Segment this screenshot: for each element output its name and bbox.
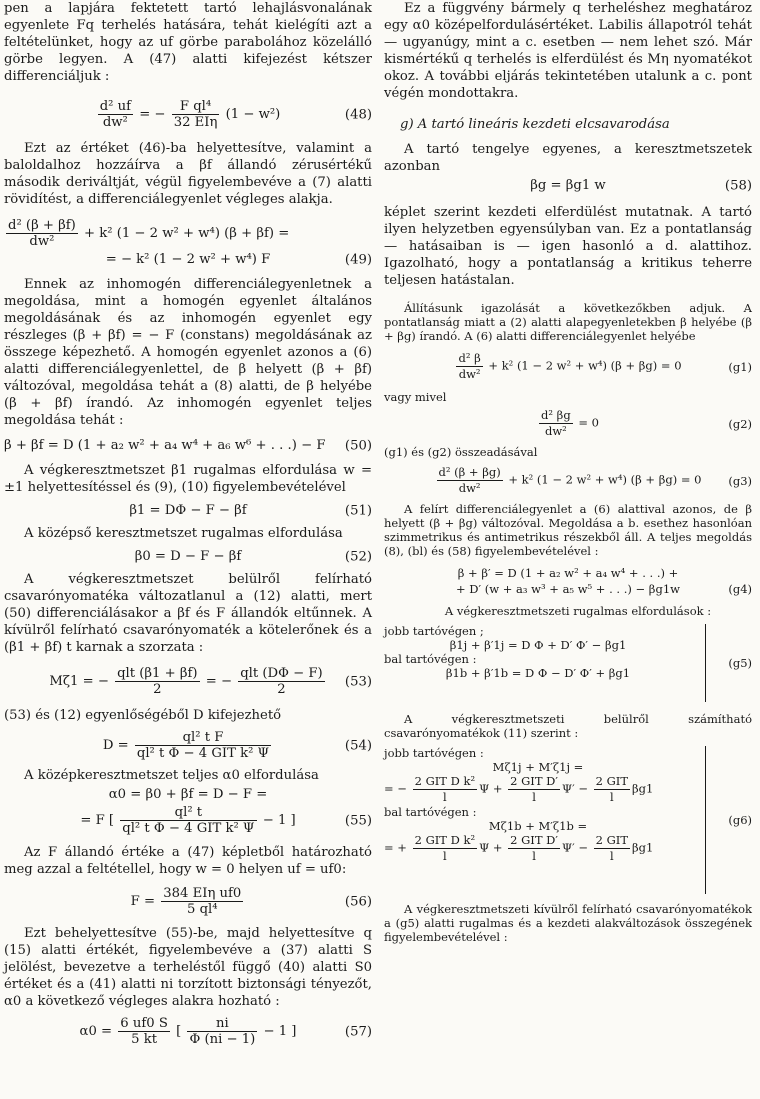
section-heading: g) A tartó lineáris kezdeti elcsavarodása <box>400 117 670 132</box>
equation-g5: jobb tartóvégen ; β1j + β′1j = D Φ + D′ Φ′ − βg1 bal tartóvégen : β1b + β′1b = D Φ − D′ Φ′ + βg1 (g5) <box>384 624 752 702</box>
equation-g6: jobb tartóvégen : Mζ1j + M′ζ1j = = − $\frac{\text{2 GIT D k²}}{l}$ Ψ + $\frac{\text{2 GIT D′}}{l}$ Ψ′ − $\frac{\text{2 GIT}}{l}$ βg1 bal tartóvégen : Mζ1b + M′ζ1b = = + $\frac{\text{2 GIT D k²}}{l}$ Ψ + $\frac{\text{2 GIT D′}}{l}$ Ψ′ − $\frac{\text{2 GIT}}{l}$ βg1 (g6) <box>384 746 752 894</box>
equation-55-line1: α0 = β0 + βf = D − F = <box>108 787 268 802</box>
paragraph: A végkeresztmetszet β1 rugalmas elfordulása w = ±1 helyettesítéssel és (9), (10) figyelembevételével <box>4 463 372 495</box>
paragraph-small: (g1) és (g2) összeadásával <box>384 445 538 459</box>
paragraph: A középső keresztmetszet rugalmas elfordulása <box>24 526 343 541</box>
left-column <box>4 0 372 1053</box>
equation-g4-line2: + D′ (w + a₃ w³ + a₅ w⁵ + . . .) − βg1w (g4) <box>456 582 752 596</box>
paragraph: A végkeresztmetszet belülről felírható csavarónyomatéka változatlanul a (12) alatti, mert (50) differenciálásakor a βf és F állandók eltűnnek. A kívülről felírható csavarónyomaték a kötelerőnek és a (β1 + βf) t karnak a szorzata : <box>4 572 372 655</box>
equation-g1: $\frac{\text{d² β}}{\text{dw²}}$ + k² (1 − 2 w² + w⁴) (β + βg) = 0 (g1) <box>458 351 752 381</box>
paragraph-small: A felírt differenciálegyenlet a (6) alattival azonos, de β helyett (β + βg) változóval. Megoldása a b. esethez hasonlóan szimmetrikus és antimetrikus részekből áll. A teljes megoldás (8), (bl) és (58) figyelembevételével : <box>384 502 752 558</box>
paragraph: pen a lapjára fektetett tartó lehajlásvonalának egyenlete Fq terhelés hatására, tehát kielégíti azt a feltételünket, hogy az uf görbe parabolához közelálló görbe legyen. A (47) alatti kifejezést kétszer differenciáljuk : <box>4 1 372 84</box>
equation-56: F = $\frac{\text{384 EIη uf0}}{\text{5 ql⁴}}$ (56) <box>130 886 372 917</box>
paragraph: Az F állandó értéke a (47) képletből határozható meg azzal a feltétellel, hogy w = 0 helyen uf = uf0: <box>4 845 372 877</box>
paragraph: (53) és (12) egyenlőségéből D kifejezhető <box>4 708 282 723</box>
paragraph: Ezt az értéket (46)-ba helyettesítve, valamint a baloldalhoz hozzáírva a βf állandó zérusértékű második deriváltját, végül figyelembevéve a (7) alatti rövidítést, a differenciálegyenlet végleges alakja. <box>4 141 372 207</box>
right-column <box>384 0 752 944</box>
equation-55-line2: = F [ $\frac{\text{ql² t}}{\text{ql² t Φ − 4 GIT k² Ψ}}$ − 1 ] (55) <box>80 805 372 836</box>
equation-58: βg = βg1 w (58) <box>530 178 752 193</box>
paragraph-small: Állításunk igazolását a következőkben adjuk. A pontatlanság miatt a (2) alatti alapegyenletekben β helyébe (β + βg) írandó. A (6) alatti differenciálegyenlet helyébe <box>384 301 752 343</box>
paragraph: Ezt behelyettesítve (55)-be, majd helyettesítve q (15) alatti értékét, figyelembevéve a (37) alatti S jelölést, bevezetve a terheléstől függő (40) alatti S0 értéket és a (41) alatti ni torzított biztonsági tényezőt, α0 a következő végleges alakra hozható : <box>4 926 372 1009</box>
paragraph: A tartó tengelye egyenes, a keresztmetszetek azonban <box>384 142 752 174</box>
paragraph-small: A végkeresztmetszeti rugalmas elfordulások : <box>444 604 712 618</box>
paragraph: képlet szerint kezdeti elferdülést mutatnak. A tartó ilyen helyzetben egyensúlyban van. Ez a pontatlanság — hatásaiban is — igen hasonló a d. alattihoz. Igazolható, hogy a pontatlanság a kritikus teherre teljesen hatástalan. <box>384 205 752 288</box>
equation-53: Mζ1 = − $\frac{\text{qlt (β1 + βf)}}{2}$ = − $\frac{\text{qlt (DΦ − F)}}{2}$ (53) <box>49 666 372 697</box>
equation-52: β0 = D − F − βf (52) <box>134 549 372 564</box>
equation-57: α0 = $\frac{6 uf0 S}{5 kt}$ [ $\frac{ni}{\Phi (ni - 1)}$ − 1 ] (57) <box>79 1016 372 1047</box>
equation-g2: $\frac{\text{d² βg}}{\text{dw²}}$ = 0 (g2) <box>541 408 752 438</box>
paragraph-small: vagy mivel <box>384 390 447 404</box>
equation-48: $\frac{\text{d² uf}}{\text{dw²}}$ = − $\frac{\text{F ql⁴}}{\text{32 EIη}}$ (1 − w²) (48) <box>99 99 372 130</box>
paragraph: A középkeresztmetszet teljes α0 elfordulása <box>24 768 319 783</box>
equation-54: D = $\frac{\text{ql² t F}}{\text{ql² t Φ − 4 GIT k² Ψ}}$ (54) <box>102 730 372 761</box>
paragraph: Ez a függvény bármely q terheléshez meghatároz egy α0 középelfordulásértéket. Labilis állapotról tehát — ugyanúgy, mint a c. esetben — nem lehet szó. Már kismértékű q terhelés is elferdülést és Mη nyomatékot okoz. A további eljárás tekintetében utalunk a c. pont végén mondottakra. <box>384 1 752 101</box>
equation-51: β1 = DΦ − F − βf (51) <box>129 503 372 518</box>
paragraph-small: A végkeresztmetszeti kívülről felírható csavarónyomatékok a (g5) alatti rugalmas és a kezdeti alakváltozások összegének figyelembevételével : <box>384 902 752 944</box>
equation-49-line1: $\frac{\text{d² (β + βf)}}{\text{dw²}}$ + k² (1 − 2 w² + w⁴) (β + βf) = <box>8 218 290 249</box>
paragraph-small: A végkeresztmetszeti belülről számítható csavarónyomatékok (11) szerint : <box>384 712 752 740</box>
equation-g4-line1: β + β′ = D (1 + a₂ w² + a₄ w⁴ + . . .) + <box>457 566 679 580</box>
equation-49-line2: = − k² (1 − 2 w² + w⁴) F (49) <box>105 252 372 267</box>
paragraph: Ennek az inhomogén differenciálegyenletnek a megoldása, mint a homogén egyenlet általános megoldásának és az inhomogén egyenlet egy részleges (β + βf) = − F (constans) megoldásának az összege képezhető. A homogén egyenlet azonos a (6) alatti differenciálegyenlettel, de β helyett (β + βf) változóval, megoldása tehát a (8) alatti, de β helyébe (β + βf) írandó. Az inhomogén egyenlet teljes megoldása tehát : <box>4 277 372 428</box>
equation-50: β + βf = D (1 + a₂ w² + a₄ w⁴ + a₆ w⁶ + . . .) − F (50) <box>4 438 372 453</box>
equation-g3: $\frac{\text{d² (β + βg)}}{\text{dw²}}$ + k² (1 − 2 w² + w⁴) (β + βg) = 0 (g3) <box>438 465 752 495</box>
